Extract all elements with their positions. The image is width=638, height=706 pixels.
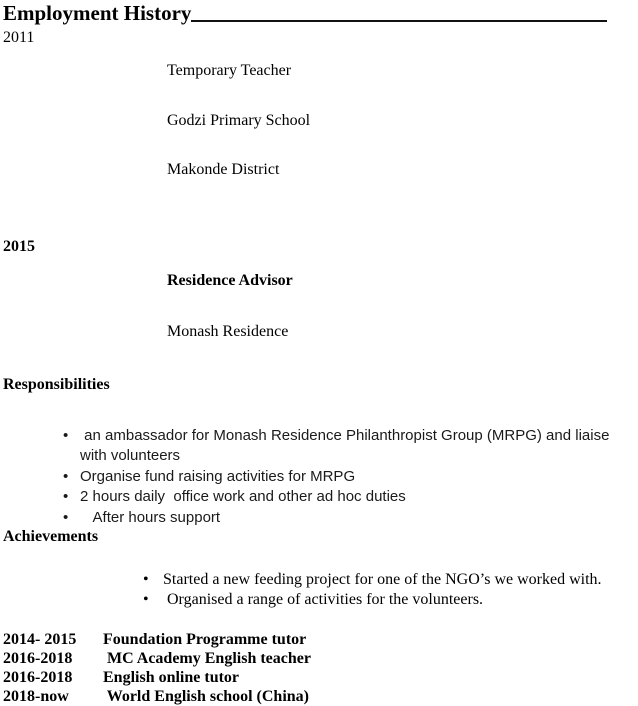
position-row <box>3 630 638 649</box>
job-title: Residence Advisor <box>167 271 293 289</box>
list-item-text: Started a new feeding project for one of the NGO’s we worked with. <box>163 571 602 588</box>
position-date: 2016-2018 <box>3 669 73 686</box>
section-title: Employment History <box>3 1 192 25</box>
list-item <box>143 570 638 590</box>
job-location: Makonde District <box>167 161 280 178</box>
job-date: 2011 <box>3 29 35 46</box>
heading-underline <box>191 20 607 22</box>
position-date: 2016-2018 <box>3 650 73 667</box>
list-item <box>63 487 638 508</box>
bullet-icon: • <box>63 488 69 505</box>
job-entry-2015 <box>3 238 638 374</box>
job-organisation: Monash Residence <box>167 322 289 340</box>
position-title: World English school (China) <box>103 688 309 705</box>
list-item <box>63 467 638 488</box>
list-item-text: Organised a range of activities for the volunteers. <box>163 591 484 608</box>
list-item <box>63 426 638 467</box>
position-title: Foundation Programme tutor <box>103 631 307 648</box>
job-organisation: Godzi Primary School <box>167 111 311 129</box>
position-row <box>3 649 638 668</box>
job-title: Temporary Teacher <box>167 62 292 79</box>
responsibilities-list <box>63 426 638 529</box>
achievements-heading: Achievements <box>3 528 99 545</box>
position-row <box>3 668 638 687</box>
position-row <box>3 687 638 706</box>
bullet-icon: • <box>143 591 149 608</box>
list-item <box>63 508 638 529</box>
list-item <box>143 590 638 610</box>
bullet-icon: • <box>63 426 69 444</box>
position-date: 2014- 2015 <box>3 631 77 648</box>
job-entry-2011 <box>3 30 638 212</box>
responsibilities-heading: Responsibilities <box>3 375 110 393</box>
job-details <box>167 30 310 212</box>
list-item-text: Organise fund raising activities for MRPG <box>80 467 356 485</box>
bullet-icon: • <box>63 508 69 526</box>
bullet-icon: • <box>143 571 149 588</box>
achievements-list <box>143 570 638 610</box>
job-details <box>167 238 293 374</box>
list-item-text: an ambassador for Monash Residence Philanthropist Group (MRPG) and liaise with volunteers <box>80 426 614 464</box>
list-item-text: 2 hours daily office work and other ad hoc duties <box>80 488 406 505</box>
section-header <box>3 2 638 25</box>
position-title: MC Academy English teacher <box>103 650 311 667</box>
later-positions-list <box>3 630 638 706</box>
bullet-icon: • <box>63 467 69 485</box>
position-date: 2018-now <box>3 688 69 705</box>
list-item-text: After hours support <box>80 508 221 526</box>
position-title: English online tutor <box>103 669 240 686</box>
job-date: 2015 <box>3 237 35 255</box>
